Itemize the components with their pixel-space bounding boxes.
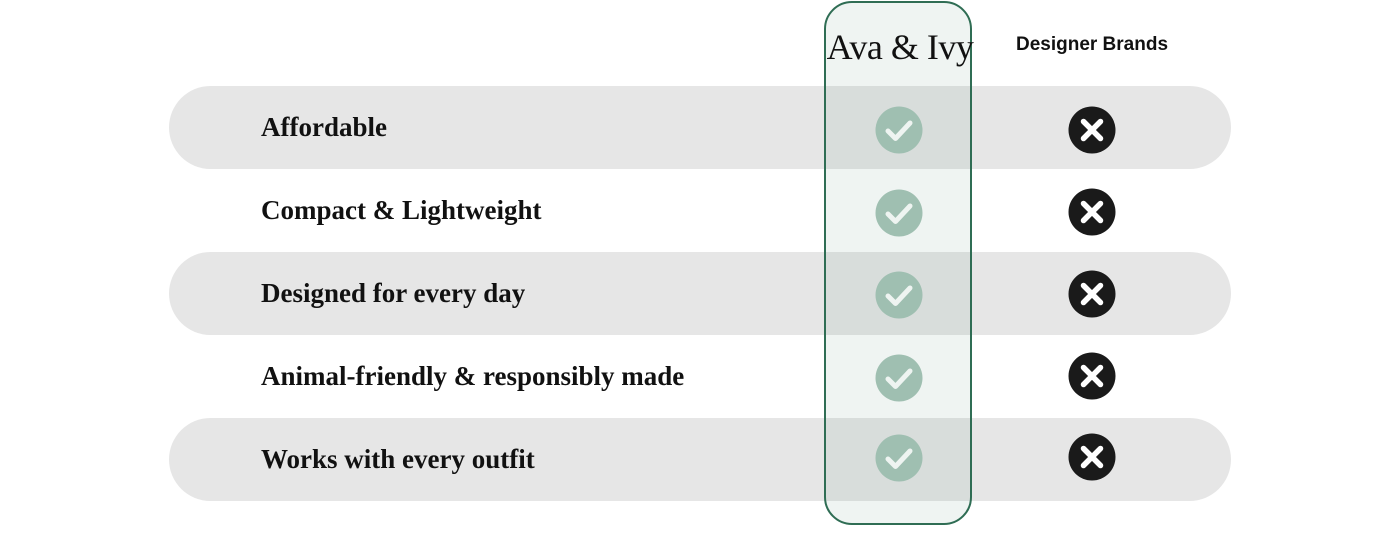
row-label: Animal-friendly & responsibly made: [261, 361, 685, 391]
x-circle-icon: [1068, 270, 1116, 318]
check-circle-icon: [875, 354, 923, 402]
check-circle-icon: [875, 434, 923, 482]
x-circle-icon: [1068, 188, 1116, 236]
check-circle-icon: [875, 271, 923, 319]
x-circle-icon: [1068, 352, 1116, 400]
check-circle-icon: [875, 189, 923, 237]
row-label: Designed for every day: [261, 278, 526, 308]
x-circle-icon: [1068, 106, 1116, 154]
brand-column-header: Ava & Ivy: [826, 27, 974, 67]
row-label: Affordable: [261, 112, 387, 142]
competitor-column-header: Designer Brands: [1015, 34, 1169, 55]
x-circle-icon: [1068, 433, 1116, 481]
check-circle-icon: [875, 106, 923, 154]
row-label: Works with every outfit: [261, 444, 535, 474]
row-label: Compact & Lightweight: [261, 195, 542, 225]
